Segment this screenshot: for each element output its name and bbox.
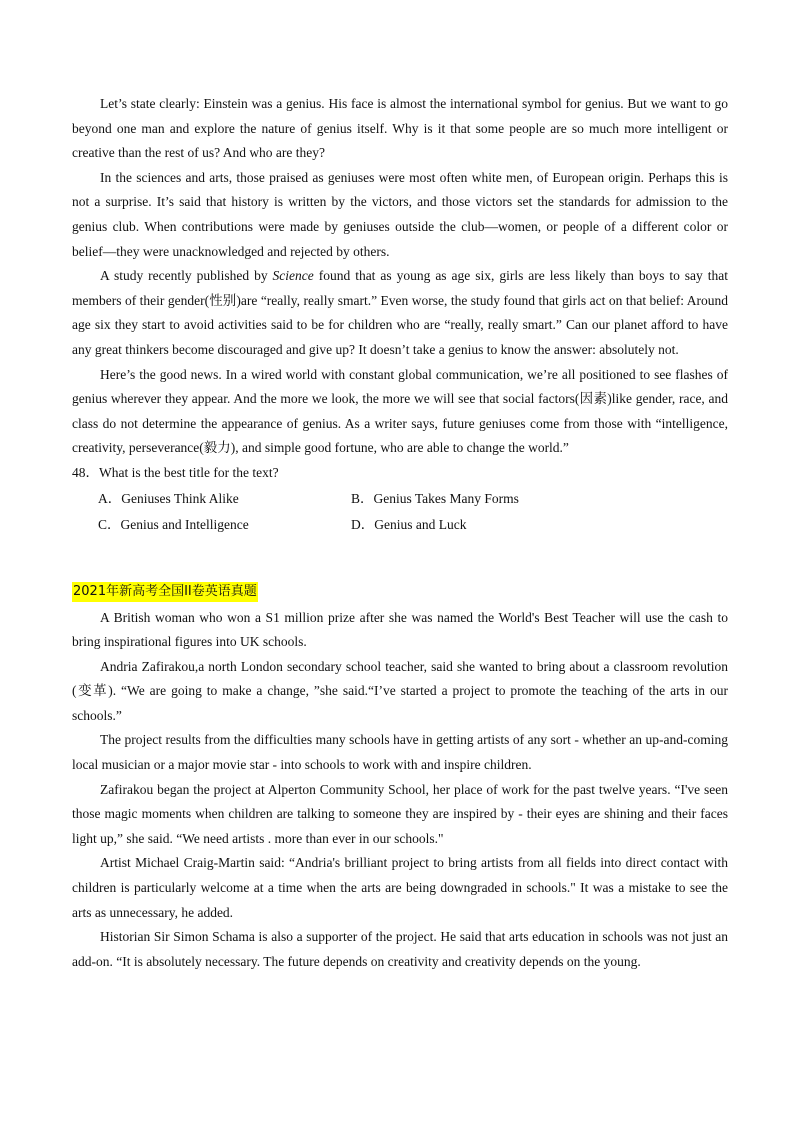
passage1-paragraph-4: Here’s the good news. In a wired world with constant global communication, we’re all positioned to see flashes of genius wherever they appear. And the more we look, the more we will see that social factors(因素)like gender, race, and class do not determine the appearance of genius. As a writer says, future geniuses come from those with “intelligence, creativity, perseverance(毅力), and simple good fortune, who are able to change the world.” [72,366,728,456]
science-journal-name: Science [272,268,314,284]
passage1-paragraph-2: In the sciences and arts, those praised as geniuses were most often white men, of European origin. Perhaps this is not a surprise. It’s said that history is written by the victors, and those victors set the standards for admission to the genius club. When contributions were made by geniuses outside the club—women, or people of a different color or belief—they were unacknowledged and rejected by others. [72,169,728,259]
passage2-paragraph-2: Andria Zafirakou,a north London secondary school teacher, said she wanted to bring about a classroom revolution (变革). “We are going to make a change, ”she said.“I’ve started a project to promote the teaching of the arts in our schools.” [72,658,728,723]
option-c: C．Genius and Intelligence [98,516,249,532]
options-row-1 [98,486,728,512]
section-spacer [72,538,728,582]
option-b: B．Genius Takes Many Forms [351,490,519,506]
question-48-stem: 48．What is the best title for the text? [72,464,279,480]
section-title-highlight: 2021年新高考全国II卷英语真题 [72,582,258,602]
p3-text-after: found that as young as age six, girls are less likely than boys to say that members of their gender(性别)are “really, really smart.” Even worse, the study found that girls act on that belief: Around age six they start to avoid activities said to be for children who are “really, really smart.” Can our planet afford to have any great thinkers become discouraged and give up? It doesn’t take a genius to know the answer: absolutely not. [72,268,728,357]
passage2-paragraph-4: Zafirakou began the project at Alperton Community School, her place of work for the past twelve years. “I've seen those magic moments when children are talking to someone they are inspired by - their eyes are shining and their faces light up,” she said. “We need artists . more than ever in our schools." [72,781,728,846]
options-row-2 [98,512,728,538]
p3-text-before: A study recently published by [100,268,273,284]
passage2-paragraph-3: The project results from the difficulties many schools have in getting artists of any sort - whether an up-and-coming local musician or a major movie star - into schools to work with and inspire children. [72,732,728,773]
passage1-paragraph-1: Let’s state clearly: Einstein was a genius. His face is almost the international symbol for genius. But we want to go beyond one man and explore the nature of genius itself. Why is it that some people are so much more intelligent or creative than the rest of us? And who are they? [72,96,728,161]
passage1-paragraph-3 [72,264,728,362]
option-d: D．Genius and Luck [351,516,467,532]
question-48-options [72,486,728,538]
passage2-paragraph-6: Historian Sir Simon Schama is also a supporter of the project. He said that arts education in schools was not just an add-on. “It is absolutely necessary. The future depends on creativity and creativity depends on the young. [72,929,728,969]
passage2-paragraph-1: A British woman who won a S1 million prize after she was named the World's Best Teacher will use the cash to bring inspirational figures into UK schools. [72,609,728,650]
option-a: A．Geniuses Think Alike [98,490,239,506]
passage2-paragraph-5: Artist Michael Craig-Martin said: “Andria's brilliant project to bring artists from all fields into direct contact with children is particularly welcome at a time when the arts are being downgraded in schools." It was a mistake to see the arts as unnecessary, he added. [72,855,728,920]
page-content [72,92,728,974]
